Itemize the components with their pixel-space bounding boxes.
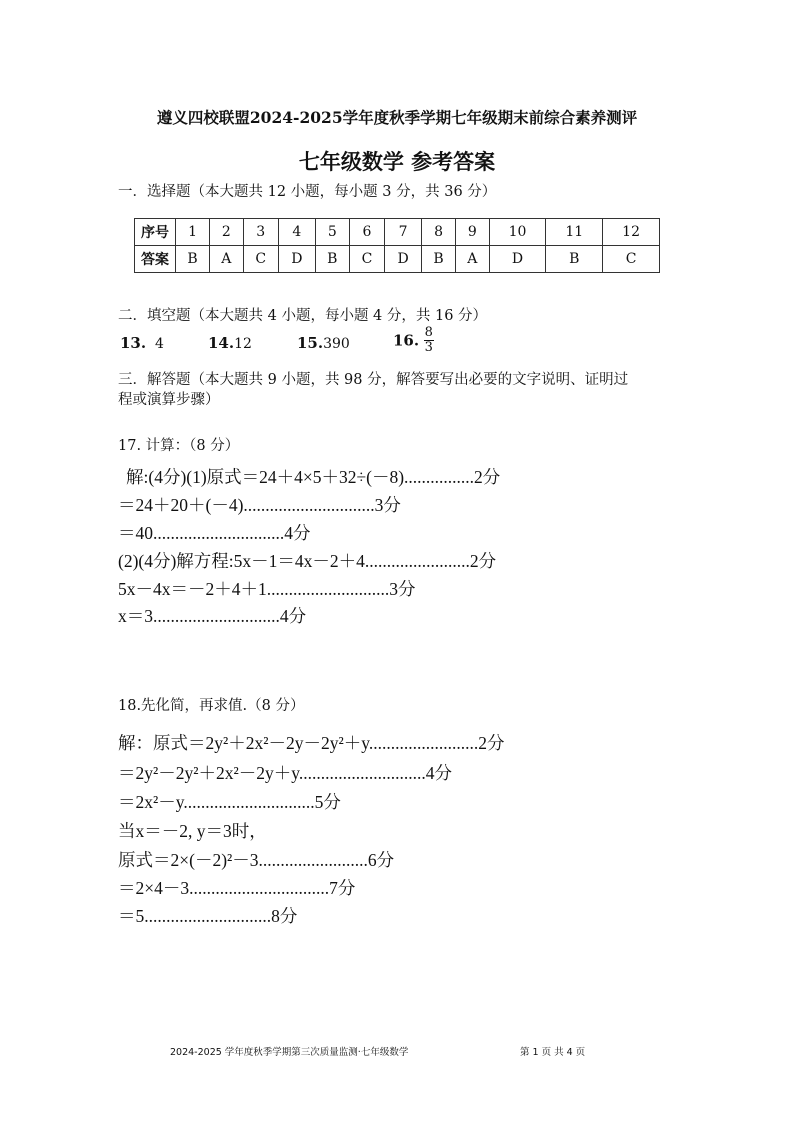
table-cell: D [278, 246, 315, 273]
document-subtitle: 七年级数学 参考答案 [298, 149, 496, 174]
table-cell: 6 [349, 219, 384, 246]
fill-item-16 [393, 326, 434, 355]
item-number: 16. [393, 331, 420, 350]
table-cell: 2 [210, 219, 244, 246]
table-cell: A [456, 246, 490, 273]
table-cell: 7 [385, 219, 422, 246]
item-number: 14. [208, 334, 235, 352]
table-cell: 9 [456, 219, 490, 246]
row-label: 序号 [135, 219, 176, 246]
section1-heading: 一．选择题（本大题共 12 小题，每小题 3 分，共 36 分） [118, 184, 497, 200]
q18-line-2: ＝2y²－2y²＋2x²－2y＋y.............................4分 [118, 763, 452, 783]
fill-item-15 [297, 334, 350, 352]
q18-line-1: 解：原式＝2y²＋2x²－2y－2y²＋y.........................2分 [118, 733, 505, 753]
answer-table [134, 218, 660, 273]
fraction-denominator: 3 [424, 340, 433, 355]
q17-line-4: (2)(4分)解方程:5x－1＝4x－2＋4........................2分 [118, 551, 497, 571]
q17-line-6: x＝3.............................4分 [118, 606, 307, 626]
table-cell: A [210, 246, 244, 273]
table-cell: C [603, 246, 660, 273]
fill-item-13 [120, 334, 164, 352]
q18-heading: 18.先化简，再求值.（8 分） [118, 698, 305, 714]
table-cell: B [315, 246, 349, 273]
section3-heading-cont: 程或演算步骤） [118, 392, 220, 408]
table-cell: D [385, 246, 422, 273]
page-number: 第 1 页 共 4 页 [520, 1047, 586, 1058]
table-cell: B [176, 246, 210, 273]
document-title: 遵义四校联盟2024-2025学年度秋季学期七年级期末前综合素养测评 [156, 108, 638, 127]
fraction-answer [424, 326, 434, 355]
row-label: 答案 [135, 246, 176, 273]
table-cell: B [546, 246, 603, 273]
q18-line-5: 原式＝2×(－2)²－3.........................6分 [118, 850, 395, 870]
fraction-numerator: 8 [424, 325, 433, 340]
table-cell: C [243, 246, 278, 273]
q17-line-2: ＝24＋20＋(－4)..............................3分 [118, 495, 401, 515]
table-cell: B [422, 246, 456, 273]
table-cell: 12 [603, 219, 660, 246]
q18-line-4: 当x＝－2, y＝3时， [118, 821, 267, 841]
q17-line-1: 解:(4分)(1)原式＝24＋4×5＋32÷(－8)................2分 [126, 467, 501, 487]
footer-left: 2024-2025 学年度秋季学期第三次质量监测·七年级数学 [170, 1047, 409, 1058]
section3-heading: 三．解答题（本大题共 9 小题，共 98 分，解答要写出必要的文字说明、证明过 [118, 372, 629, 388]
q17-line-5: 5x－4x＝－2＋4＋1............................3分 [118, 579, 416, 599]
table-cell: 11 [546, 219, 603, 246]
q18-line-6: ＝2×4－3................................7分 [118, 878, 356, 898]
item-number: 13. [120, 334, 147, 352]
item-answer: 12 [234, 336, 252, 352]
table-cell: D [489, 246, 546, 273]
q18-line-7: ＝5.............................8分 [118, 906, 298, 926]
item-answer: 390 [323, 336, 350, 352]
table-cell: C [349, 246, 384, 273]
q17-line-3: ＝40..............................4分 [118, 523, 311, 543]
item-answer: 4 [155, 336, 164, 352]
item-number: 15. [297, 334, 324, 352]
table-row-answers [135, 246, 660, 273]
q18-line-3: ＝2x²－y..............................5分 [118, 792, 341, 812]
table-cell: 8 [422, 219, 456, 246]
table-cell: 3 [243, 219, 278, 246]
table-cell: 5 [315, 219, 349, 246]
table-cell: 1 [176, 219, 210, 246]
table-cell: 4 [278, 219, 315, 246]
fill-item-14 [208, 334, 252, 352]
q17-heading: 17. 计算：（8 分） [118, 438, 240, 454]
table-cell: 10 [489, 219, 546, 246]
section2-heading: 二．填空题（本大题共 4 小题，每小题 4 分，共 16 分） [118, 308, 488, 324]
table-row-numbers [135, 219, 660, 246]
